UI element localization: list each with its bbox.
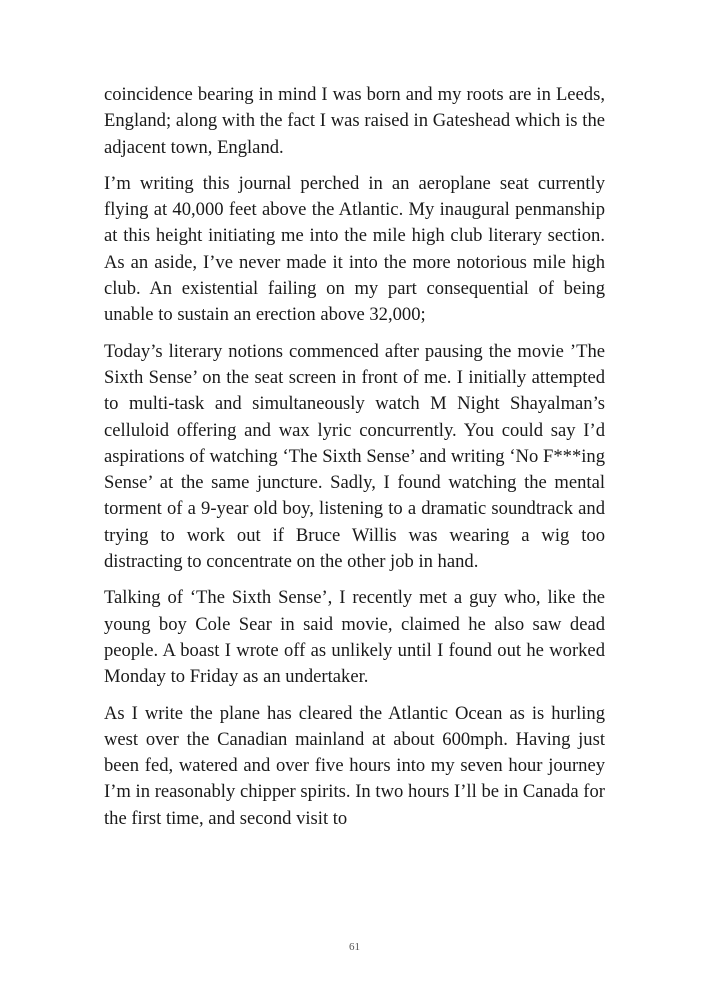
paragraph-4: Talking of ‘The Sixth Sense’, I recently met a guy who, like the young boy Cole Sear in said movie, claimed he also saw dead people. A boast I wrote off as unlikely until I found out he worked Monday to Friday as an undertaker. [104, 587, 605, 688]
paragraph-2: I’m writing this journal perched in an aeroplane seat currently flying at 40,000 feet above the Atlantic. My inaugural penmanship at this height initiating me into the mile high club literary section. As an aside, I’ve never made it into the more notorious mile high club. An existential failing on my part consequential of being unable to sustain an erection above 32,000; [104, 172, 605, 326]
body-text [104, 82, 605, 842]
paragraph-5: As I write the plane has cleared the Atlantic Ocean as is hurling west over the Canadian mainland at about 600mph. Having just been fed, watered and over five hours into my seven hour journey I’m in reasonably chipper spirits. In two hours I’ll be in Canada for the first time, and second visit to [104, 702, 605, 829]
paragraph-1: coincidence bearing in mind I was born and my roots are in Leeds, England; along with the fact I was raised in Gateshead which is the adjacent town, England. [104, 84, 605, 158]
paragraph-3: Today’s literary notions commenced after pausing the movie ’The Sixth Sense’ on the seat screen in front of me. I initially attempted to multi-task and simultaneously watch M Night Shayalman’s celluloid offering and wax lyric concurrently. You could say I’d aspirations of watching ‘The Sixth Sense’ and writing ‘No F***ing Sense’ at the same juncture. Sadly, I found watching the mental torment of a 9-year old boy, listening to a dramatic soundtrack and trying to work out if Bruce Willis was wearing a wig too distracting to concentrate on the other job in hand. [104, 340, 605, 573]
page-number: 61 [349, 941, 360, 953]
